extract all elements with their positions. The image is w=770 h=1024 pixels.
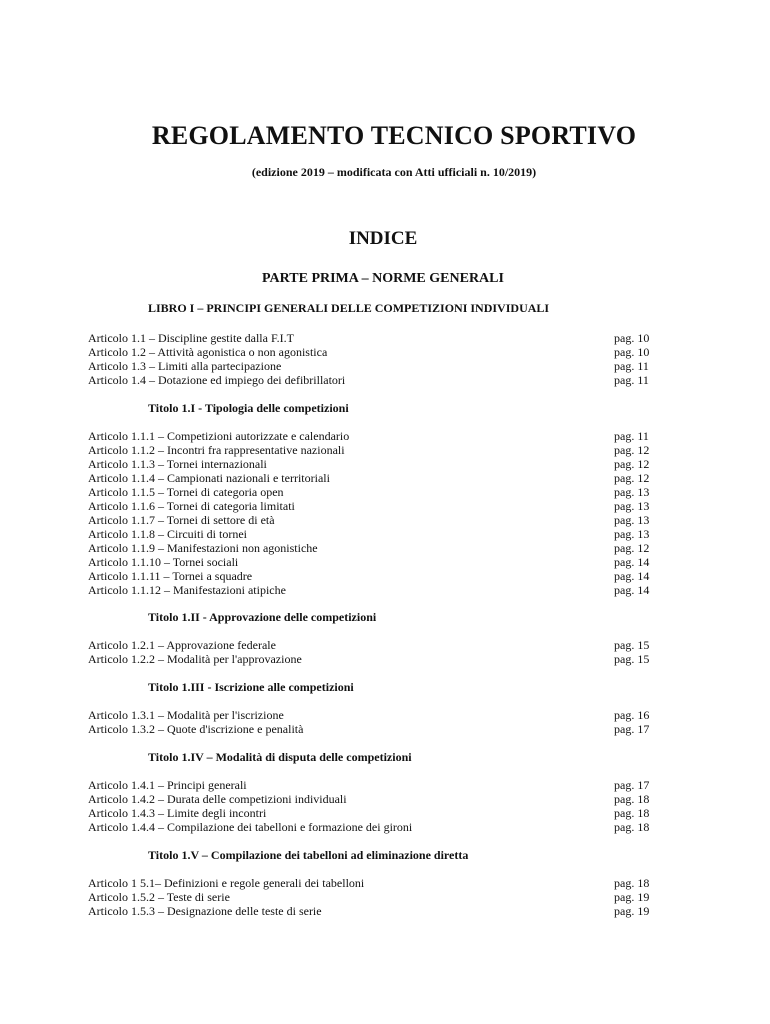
toc-section-titolo-1-i: [88, 429, 668, 597]
toc-entry-label: Articolo 1.2.2 – Modalità per l'approvazione: [88, 652, 302, 666]
toc-entry-label: Articolo 1.5.3 – Designazione delle teste di serie: [88, 904, 322, 918]
toc-entry-label: Articolo 1.1.12 – Manifestazioni atipiche: [88, 583, 286, 597]
toc-entry[interactable]: [88, 820, 668, 834]
toc-entry-page: pag. 12: [614, 457, 650, 471]
toc-entry[interactable]: [88, 471, 668, 485]
toc-entry-label: Articolo 1.1.1 – Competizioni autorizzate e calendario: [88, 429, 350, 443]
toc-entry-page: pag. 18: [614, 820, 650, 834]
toc-entry-page: pag. 17: [614, 722, 650, 736]
toc-entry[interactable]: [88, 890, 668, 904]
index-heading: INDICE: [348, 228, 418, 249]
toc-entry-page: pag. 14: [614, 583, 650, 597]
part-heading: PARTE PRIMA – NORME GENERALI: [262, 271, 504, 286]
titolo-heading: Titolo 1.V – Compilazione dei tabelloni ad eliminazione diretta: [148, 848, 469, 862]
toc-entry[interactable]: [88, 373, 668, 387]
toc-entry-label: Articolo 1.5.2 – Teste di serie: [88, 890, 230, 904]
toc-entry-label: Articolo 1.4 – Dotazione ed impiego dei defibrillatori: [88, 373, 346, 387]
toc-entry[interactable]: [88, 527, 668, 541]
toc-entry-page: pag. 18: [614, 806, 650, 820]
toc-entry-page: pag. 15: [614, 652, 650, 666]
toc-entry[interactable]: [88, 876, 668, 890]
document-title: REGOLAMENTO TECNICO SPORTIVO: [151, 121, 637, 150]
toc-entry-label: Articolo 1.4.2 – Durata delle competizioni individuali: [88, 792, 347, 806]
toc-entry[interactable]: [88, 708, 668, 722]
toc-entry[interactable]: [88, 359, 668, 373]
toc-entry-page: pag. 12: [614, 471, 650, 485]
toc-entry-label: Articolo 1.1.5 – Tornei di categoria open: [88, 485, 284, 499]
toc-entry-label: Articolo 1.4.1 – Principi generali: [88, 778, 247, 792]
toc-entry-label: Articolo 1.1.6 – Tornei di categoria limitati: [88, 499, 295, 513]
titolo-heading: Titolo 1.IV – Modalità di disputa delle competizioni: [148, 750, 412, 764]
toc-entry-page: pag. 15: [614, 638, 650, 652]
titolo-heading: Titolo 1.III - Iscrizione alle competizioni: [148, 680, 354, 694]
toc-entry[interactable]: [88, 499, 668, 513]
toc-entry-label: Articolo 1.4.3 – Limite degli incontri: [88, 806, 267, 820]
toc-section-titolo-1-v: [88, 876, 668, 918]
toc-entry-label: Articolo 1.3 – Limiti alla partecipazione: [88, 359, 282, 373]
toc-entry-label: Articolo 1.1.10 – Tornei sociali: [88, 555, 239, 569]
toc-entry-page: pag. 14: [614, 569, 650, 583]
toc-entry-label: Articolo 1.3.2 – Quote d'iscrizione e penalità: [88, 722, 304, 736]
toc-entry[interactable]: [88, 722, 668, 736]
toc-section-titolo-1-ii: [88, 638, 668, 666]
toc-entry-page: pag. 11: [614, 359, 649, 373]
titolo-heading: Titolo 1.II - Approvazione delle competizioni: [148, 610, 377, 624]
toc-entry-label: Articolo 1.2.1 – Approvazione federale: [88, 638, 276, 652]
titolo-heading: Titolo 1.I - Tipologia delle competizioni: [148, 401, 349, 415]
toc-entry[interactable]: [88, 429, 668, 443]
toc-entry-label: Articolo 1 5.1– Definizioni e regole generali dei tabelloni: [88, 876, 365, 890]
toc-entry-page: pag. 13: [614, 513, 650, 527]
toc-entry-page: pag. 19: [614, 904, 650, 918]
toc-entry-label: Articolo 1.1.11 – Tornei a squadre: [88, 569, 253, 583]
toc-entry[interactable]: [88, 806, 668, 820]
toc-entry[interactable]: [88, 778, 668, 792]
toc-entry-page: pag. 12: [614, 443, 650, 457]
toc-section-titolo-1-iv: [88, 778, 668, 834]
toc-entry[interactable]: [88, 541, 668, 555]
toc-entry-page: pag. 13: [614, 527, 650, 541]
toc-entry-label: Articolo 1.2 – Attività agonistica o non agonistica: [88, 345, 328, 359]
toc-entry-page: pag. 19: [614, 890, 650, 904]
toc-entry-page: pag. 10: [614, 331, 650, 345]
toc-entry[interactable]: [88, 652, 668, 666]
toc-entry[interactable]: [88, 583, 668, 597]
toc-entry-label: Articolo 1.1.8 – Circuiti di tornei: [88, 527, 247, 541]
toc-entry-label: Articolo 1.1.9 – Manifestazioni non agonistiche: [88, 541, 318, 555]
toc-entry-label: Articolo 1.4.4 – Compilazione dei tabelloni e formazione dei gironi: [88, 820, 413, 834]
toc-entry-page: pag. 12: [614, 541, 650, 555]
toc-entry[interactable]: [88, 792, 668, 806]
toc-entry-page: pag. 11: [614, 373, 649, 387]
toc-entry-page: pag. 10: [614, 345, 650, 359]
book-heading: LIBRO I – PRINCIPI GENERALI DELLE COMPETIZIONI INDIVIDUALI: [148, 301, 550, 315]
toc-entry[interactable]: [88, 443, 668, 457]
toc-entry-label: Articolo 1.1 – Discipline gestite dalla F.I.T: [88, 331, 294, 345]
toc-entry[interactable]: [88, 331, 668, 345]
toc-entry-page: pag. 18: [614, 792, 650, 806]
toc-entry-label: Articolo 1.1.7 – Tornei di settore di età: [88, 513, 275, 527]
toc-entry-page: pag. 13: [614, 485, 650, 499]
toc-entry-page: pag. 18: [614, 876, 650, 890]
toc-entry-page: pag. 11: [614, 429, 649, 443]
toc-entry[interactable]: [88, 904, 668, 918]
toc-section-titolo-1-iii: [88, 708, 668, 736]
toc-entry-page: pag. 14: [614, 555, 650, 569]
toc-entry[interactable]: [88, 569, 668, 583]
toc-entry-label: Articolo 1.1.4 – Campionati nazionali e territoriali: [88, 471, 330, 485]
toc-entry-page: pag. 16: [614, 708, 650, 722]
toc-entry-label: Articolo 1.1.2 – Incontri fra rappresentative nazionali: [88, 443, 345, 457]
toc-entry-page: pag. 13: [614, 499, 650, 513]
toc-entry-page: pag. 17: [614, 778, 650, 792]
document-subtitle: (edizione 2019 – modificata con Atti ufficiali n. 10/2019): [251, 165, 537, 179]
toc-entry[interactable]: [88, 513, 668, 527]
toc-entry[interactable]: [88, 485, 668, 499]
toc-section-libro-i: [88, 331, 668, 387]
toc-entry-label: Articolo 1.3.1 – Modalità per l'iscrizione: [88, 708, 284, 722]
toc-entry[interactable]: [88, 457, 668, 471]
toc-entry[interactable]: [88, 345, 668, 359]
toc-entry-label: Articolo 1.1.3 – Tornei internazionali: [88, 457, 267, 471]
toc-entry[interactable]: [88, 555, 668, 569]
toc-entry[interactable]: [88, 638, 668, 652]
